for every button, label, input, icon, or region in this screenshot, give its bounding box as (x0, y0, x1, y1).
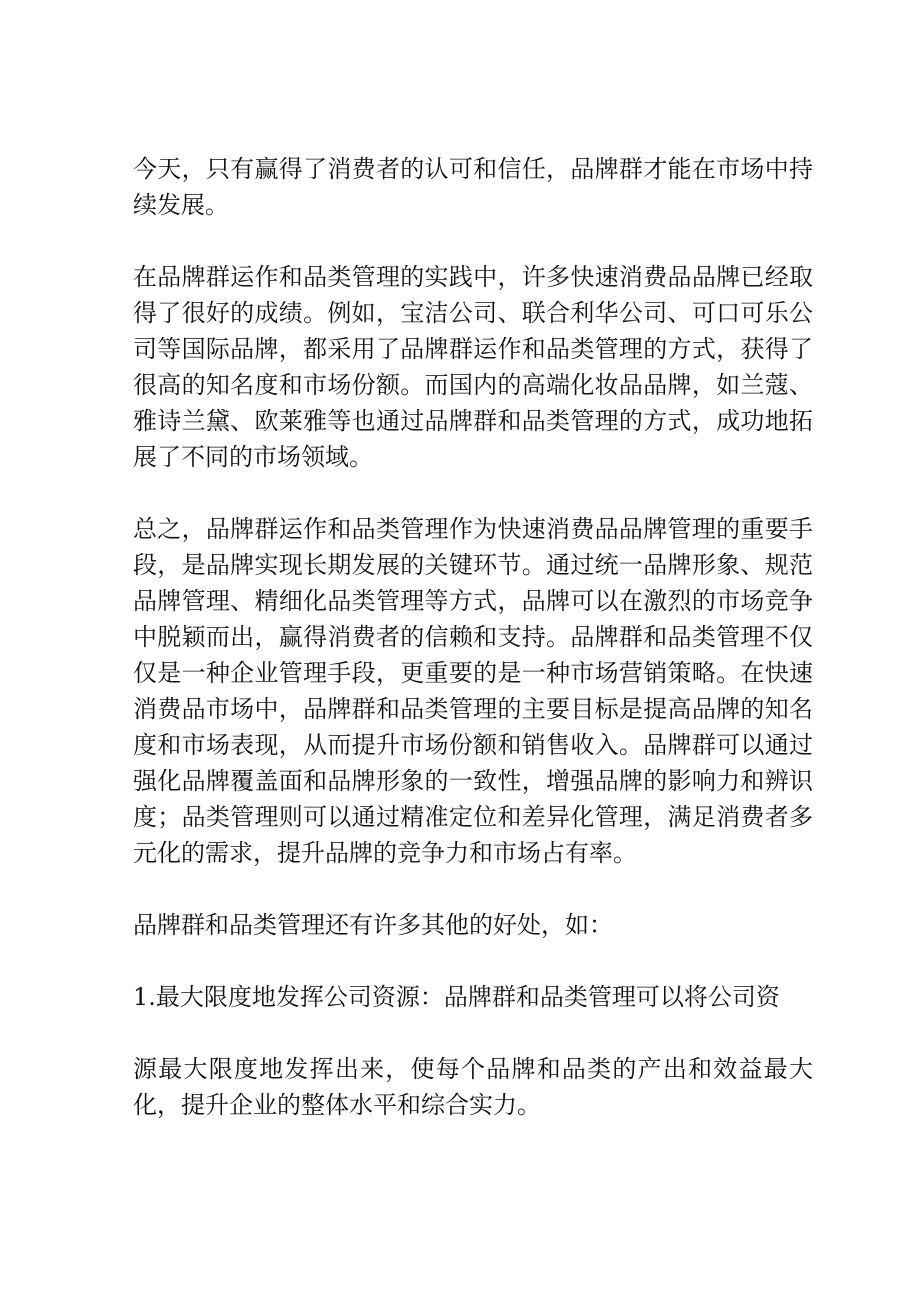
paragraph-summary: 总之，品牌群运作和品类管理作为快速消费品品牌管理的重要手段，是品牌实现长期发展的关键环节。通过统一品牌形象、规范品牌管理、精细化品类管理等方式，品牌可以在激烈的市场竞争中脱颖而出，赢得消费者的信赖和支持。品牌群和品类管理不仅仅是一种企业管理手段，更重要的是一种市场营销策略。在快速消费品市场中，品牌群和品类管理的主要目标是提高品牌的知名度和市场表现，从而提升市场份额和销售收入。品牌群可以通过强化品牌覆盖面和品牌形象的一致性，增强品牌的影响力和辨识度；品类管理则可以通过精准定位和差异化管理，满足消费者多元化的需求，提升品牌的竞争力和市场占有率。 (133, 515, 813, 867)
document-body (133, 151, 813, 1159)
paragraph-practice-examples: 在品牌群运作和品类管理的实践中，许多快速消费品品牌已经取得了很好的成绩。例如，宝洁公司、联合利华公司、可口可乐公司等国际品牌，都采用了品牌群运作和品类管理的方式，获得了很高的知名度和市场份额。而国内的高端化妆品品牌，如兰蔻、雅诗兰黛、欧莱雅等也通过品牌群和品类管理的方式，成功地拓展了不同的市场领域。 (133, 263, 813, 471)
list-item-1: 1.最大限度地发挥公司资源：品牌群和品类管理可以将公司资 (133, 983, 780, 1011)
paragraph-benefits-intro: 品牌群和品类管理还有许多其他的好处，如： (133, 911, 613, 939)
paragraph-closing-trust: 今天，只有赢得了消费者的认可和信任，品牌群才能在市场中持续发展。 (133, 155, 813, 219)
list-item-1-continued: 源最大限度地发挥出来，使每个品牌和品类的产出和效益最大化，提升企业的整体水平和综合实力。 (133, 1055, 813, 1119)
